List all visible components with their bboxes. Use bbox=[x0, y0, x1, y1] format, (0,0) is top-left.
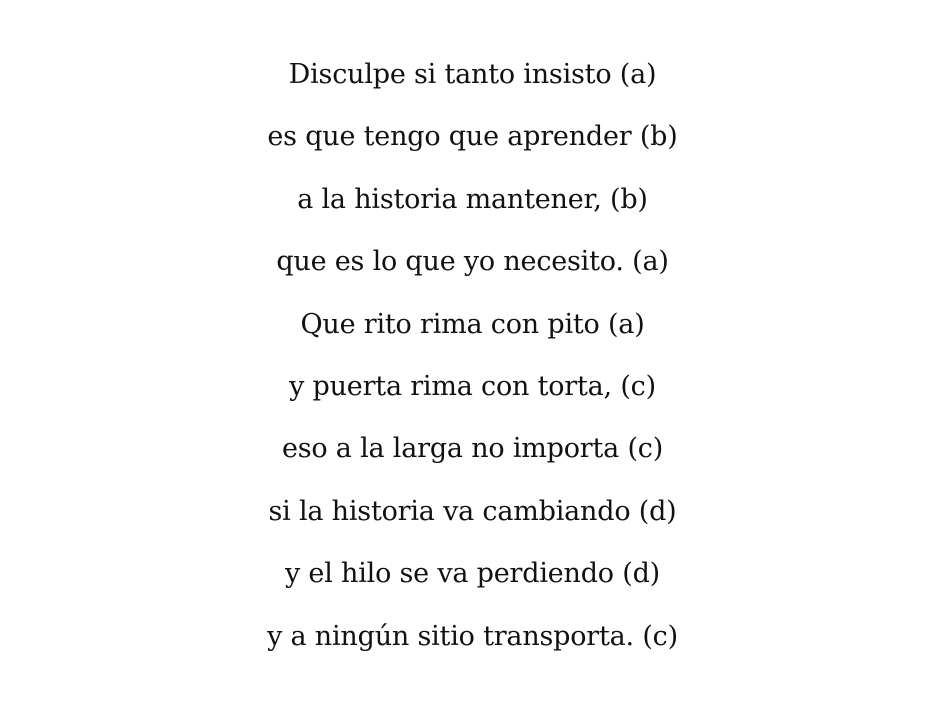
poem-line-6: y puerta rima con torta, (c) bbox=[289, 370, 656, 402]
poem-stanza bbox=[0, 44, 945, 668]
poem-line-1: Disculpe si tanto insisto (a) bbox=[288, 59, 657, 90]
poem-line-4: que es lo que yo necesito. (a) bbox=[276, 246, 669, 278]
poem-line-7: eso a la larga no importa (c) bbox=[281, 433, 664, 465]
poem-line-8: si la historia va cambiando (d) bbox=[268, 495, 677, 527]
poem-line-3: a la historia mantener, (b) bbox=[297, 183, 648, 215]
poem-line-10: y a ningún sitio transporta. (c) bbox=[267, 620, 678, 652]
poem-line-5: Que rito rima con pito (a) bbox=[300, 308, 645, 340]
poem-line-2: es que tengo que aprender (b) bbox=[267, 121, 678, 153]
poem-line-9: y el hilo se va perdiendo (d) bbox=[284, 558, 660, 590]
